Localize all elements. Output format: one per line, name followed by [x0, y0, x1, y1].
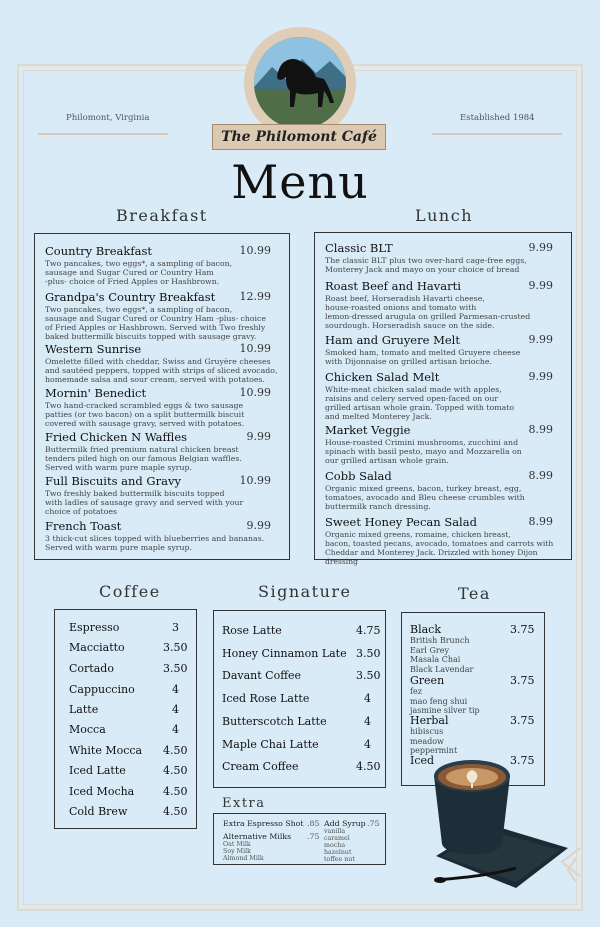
item-price: 10.99 — [239, 342, 271, 355]
item-price: 10.99 — [239, 474, 271, 487]
coffee-row: White Mocca 4.50 — [69, 744, 188, 757]
item-name: Chicken Salad Melt — [325, 370, 440, 384]
item-price: 10.99 — [239, 244, 271, 257]
signature-row: Rose Latte 4.75 — [222, 624, 381, 637]
page-title: Menu — [231, 155, 369, 209]
item-name: Fried Chicken N Waffles — [45, 430, 188, 444]
item-name: Country Breakfast — [45, 244, 153, 258]
lunch-item: Cobb Salad 8.99 Organic mixed greens, bacon, turkey breast, egg, tomatoes, avocado and Bleu cheese crumbles with buttermilk ranch dressing. — [325, 469, 561, 511]
breakfast-item: Full Biscuits and Gravy 10.99 Two freshly baked buttermilk biscuits topped with ladles of sausage gravy and served with your choice of potatoes — [45, 474, 279, 516]
extra-milks-price: .75 — [307, 832, 320, 841]
item-name: Market Veggie — [325, 423, 411, 437]
extra-espresso-label: Extra Espresso Shot — [223, 819, 304, 828]
signature-row: Honey Cinnamon Late 3.50 — [222, 647, 381, 660]
item-name: Sweet Honey Pecan Salad — [325, 515, 477, 529]
item-name: Roast Beef and Havarti — [325, 279, 461, 293]
item-name: Classic BLT — [325, 241, 393, 255]
location-text: Philomont, Virginia — [66, 113, 150, 123]
item-price: 9.99 — [528, 333, 553, 346]
breakfast-item: Grandpa's Country Breakfast 12.99 Two pancakes, two eggs*, a sampling of bacon, sausage and Sugar Cured or Country Ham -plus- choice of Fried Apples or Hashbrown. Served with Two freshly baked buttermilk biscuits topped with sausage gravy. — [45, 290, 279, 341]
lunch-title: Lunch — [415, 206, 473, 225]
item-name: Western Sunrise — [45, 342, 142, 356]
logo — [244, 27, 356, 139]
coffee-row: Cold Brew 4.50 — [69, 805, 188, 818]
breakfast-item: Country Breakfast 10.99 Two pancakes, two eggs*, a sampling of bacon, sausage and Sugar Cured or Country Ham -plus- choice of Fried Apples or Hashbrown. — [45, 244, 279, 286]
lunch-item: Sweet Honey Pecan Salad 8.99 Organic mixed greens, romaine, chicken breast, bacon, toasted pecans, avocado, tomatoes and carrots with Cheddar and Monterey Jack. Drizzled with honey Dijon dressing — [325, 515, 561, 566]
item-price: 12.99 — [239, 290, 271, 303]
item-name: French Toast — [45, 519, 122, 533]
lunch-box — [314, 232, 572, 566]
item-price: 9.99 — [528, 279, 553, 292]
lunch-item: Classic BLT 9.99 The classic BLT plus two over-hard cage-free eggs, Monterey Jack and mayo on your choice of bread — [325, 241, 561, 274]
signature-row: Iced Rose Latte 4 — [222, 692, 371, 705]
lunch-item: Chicken Salad Melt 9.99 White-meat chicken salad made with apples, raisins and celery served open-faced on our grilled artisan whole grain. Topped with tomato and melted Monterey Jack. — [325, 370, 561, 421]
item-price: 8.99 — [528, 423, 553, 436]
lunch-item: Roast Beef and Havarti 9.99 Roast beef, Horseradish Havarti cheese, house-roasted onions and tomato with lemon-dressed arugula on grilled Parmesan-crusted sourdough. Horseradish sauce on the side. — [325, 279, 561, 330]
tea-row: Herbal 3.75 hibiscus meadow peppermint — [410, 714, 535, 755]
item-price: 10.99 — [239, 386, 271, 399]
brand-name: The Philomont Café — [212, 124, 386, 150]
signature-box — [213, 610, 386, 788]
header-rule-left — [38, 133, 168, 135]
breakfast-title: Breakfast — [116, 206, 208, 225]
lunch-item: Ham and Gruyere Melt 9.99 Smoked ham, tomato and melted Gruyere cheese with Dijonnaise on grilled artisan brioche. — [325, 333, 561, 366]
signature-row: Maple Chai Latte 4 — [222, 738, 371, 751]
item-name: Grandpa's Country Breakfast — [45, 290, 216, 304]
coffee-row: Cappuccino 4 — [69, 683, 179, 696]
item-price: 8.99 — [528, 469, 553, 482]
signature-row: Butterscotch Latte 4 — [222, 715, 371, 728]
tea-row: Black 3.75 British Brunch Earl Grey Masala Chai Black Lavendar — [410, 623, 535, 674]
extra-title: Extra — [222, 796, 266, 811]
coffee-row: Espresso 3 — [69, 621, 179, 634]
breakfast-item: Mornin' Benedict 10.99 Two hand-cracked scrambled eggs & two sausage patties (or two bacon) on a split buttermilk biscuit covered with sausage gravy, served with potatoes. — [45, 386, 279, 428]
extra-syrup-list: vanilla caramel mocha hazelnut toffee nut — [324, 828, 355, 863]
breakfast-item: Western Sunrise 10.99 Omelette filled with cheddar, Swiss and Gruyère cheeses and sautéed peppers, topped with strips of sliced avocado, homemade salsa and sour cream, served with potatoes. — [45, 342, 278, 384]
item-name: Mornin' Benedict — [45, 386, 147, 400]
coffee-row: Iced Latte 4.50 — [69, 764, 188, 777]
tea-title: Tea — [458, 584, 491, 603]
extra-milks-label: Alternative Milks — [223, 832, 292, 841]
item-price: 9.99 — [528, 241, 553, 254]
established-text: Established 1984 — [460, 113, 535, 123]
item-name: Cobb Salad — [325, 469, 392, 483]
signature-row: Cream Coffee 4.50 — [222, 760, 381, 773]
signature-row: Davant Coffee 3.50 — [222, 669, 381, 682]
coffee-title: Coffee — [99, 582, 161, 601]
extra-espresso-price: .85 — [307, 819, 320, 828]
latte-art-cup-icon — [428, 752, 578, 892]
breakfast-item: Fried Chicken N Waffles 9.99 Buttermilk fried premium natural chicken breast tenders piled high on our famous Belgian waffles. Served with warm pure maple syrup. — [45, 430, 279, 472]
tea-row: Iced 3.75 — [410, 754, 535, 767]
coffee-row: Latte 4 — [69, 703, 179, 716]
coffee-row: Macciatto 3.50 — [69, 641, 188, 654]
breakfast-box — [34, 233, 290, 560]
item-price: 9.99 — [246, 519, 271, 532]
item-price: 9.99 — [246, 430, 271, 443]
item-name: Ham and Gruyere Melt — [325, 333, 460, 347]
extra-milks-list: Oat Milk Soy Milk Almond Milk — [223, 841, 264, 862]
extra-syrup-label: Add Syrup — [324, 819, 366, 828]
item-price: 8.99 — [528, 515, 553, 528]
extra-syrup-price: .75 — [367, 819, 380, 828]
header-rule-right — [432, 133, 562, 135]
lunch-item: Market Veggie 8.99 House-roasted Crimini mushrooms, zucchini and spinach with basil pesto, mayo and Mozzarella on our grilled artisan whole grain. — [325, 423, 561, 465]
signature-title: Signature — [258, 582, 352, 601]
coffee-row: Iced Mocha 4.50 — [69, 785, 188, 798]
extra-box — [213, 813, 386, 865]
arrow-ornament-icon — [558, 846, 582, 890]
breakfast-item: French Toast 9.99 3 thick-cut slices topped with blueberries and bananas. Served with warm pure maple syrup. — [45, 519, 279, 552]
coffee-box — [54, 609, 197, 829]
item-price: 9.99 — [528, 370, 553, 383]
tea-row: Green 3.75 fez mao feng shui jasmine silver tip — [410, 674, 535, 715]
item-name: Full Biscuits and Gravy — [45, 474, 181, 488]
coffee-row: Mocca 4 — [69, 723, 179, 736]
coffee-row: Cortado 3.50 — [69, 662, 188, 675]
horse-mountain-logo-icon — [254, 37, 346, 129]
